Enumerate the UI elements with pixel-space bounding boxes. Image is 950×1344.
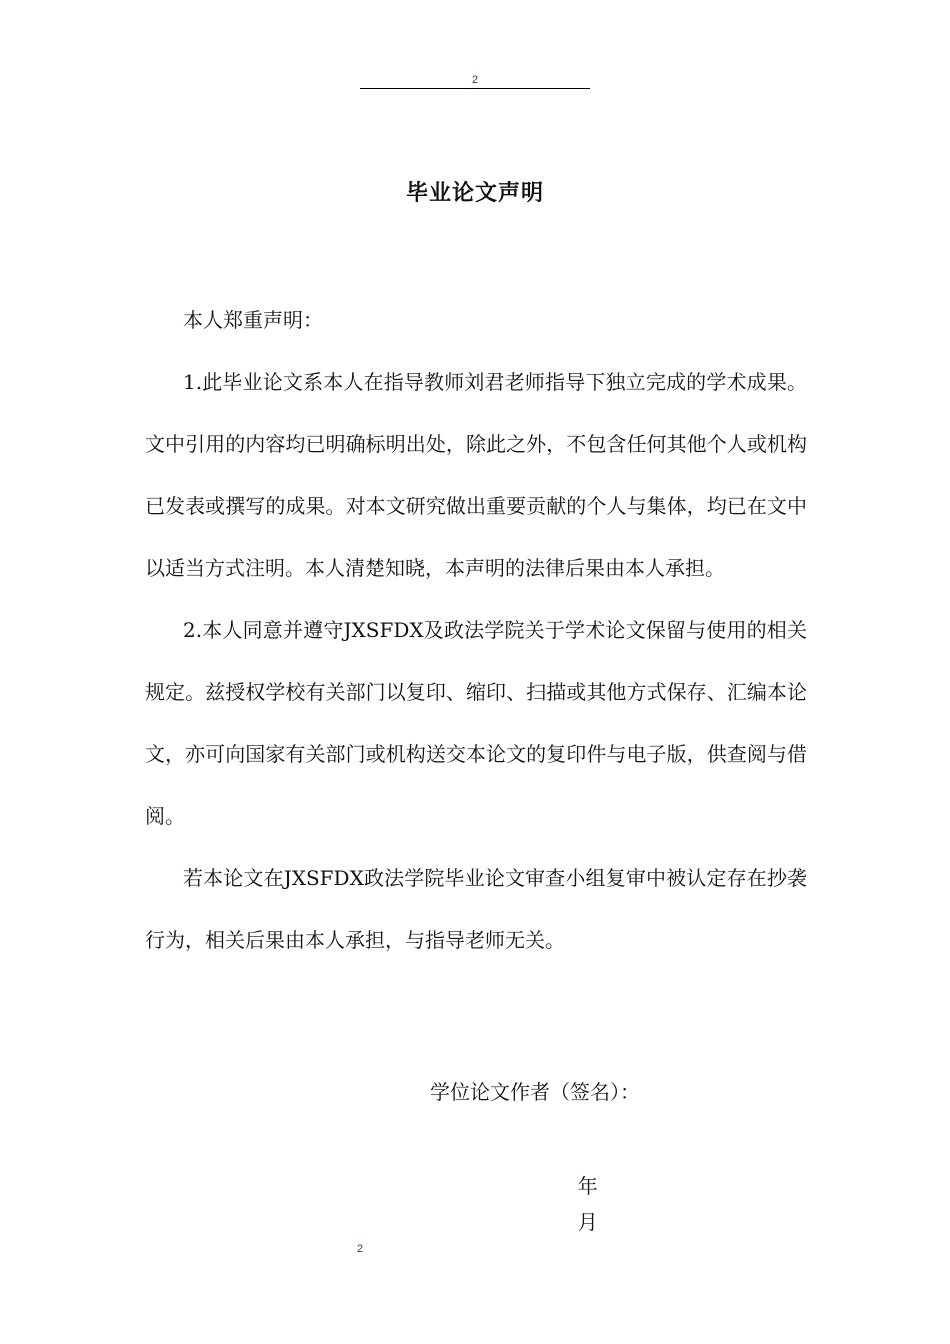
page-title: 毕业论文声明	[405, 181, 544, 206]
date-month-label: 月	[577, 1210, 598, 1234]
header-page-number: 2	[471, 74, 479, 86]
date-year-label: 年	[577, 1174, 598, 1198]
footer-page-number: 2	[357, 1243, 364, 1255]
signature-date-line	[565, 1132, 634, 1240]
declaration-clause-2: 2.本人同意并遵守JXSFDX及政法学院关于学术论文保留与使用的相关规定。兹授权学校有关部门以复印、缩印、扫描或其他方式保存、汇编本论文，亦可向国家有关部门或机构送交本论文的复印件与电子版，供查阅与借阅。	[145, 618, 807, 828]
page-header	[360, 68, 590, 89]
declaration-body	[145, 289, 807, 971]
declaration-clause-1: 1.此毕业论文系本人在指导教师刘君老师指导下独立完成的学术成果。文中引用的内容均已明确标明出处，除此之外，不包含任何其他个人或机构已发表或撰写的成果。对本文研究做出重要贡献的个人与集体，均已在文中以适当方式注明。本人清楚知晓，本声明的法律后果由本人承担。	[145, 370, 807, 580]
declaration-clause-3: 若本论文在JXSFDX政法学院毕业论文审查小组复审中被认定存在抄袭行为，相关后果由本人承担，与指导老师无关。	[145, 866, 807, 952]
declaration-intro: 本人郑重声明：	[183, 308, 323, 332]
author-signature-label: 学位论文作者（签名）：	[430, 1080, 640, 1104]
